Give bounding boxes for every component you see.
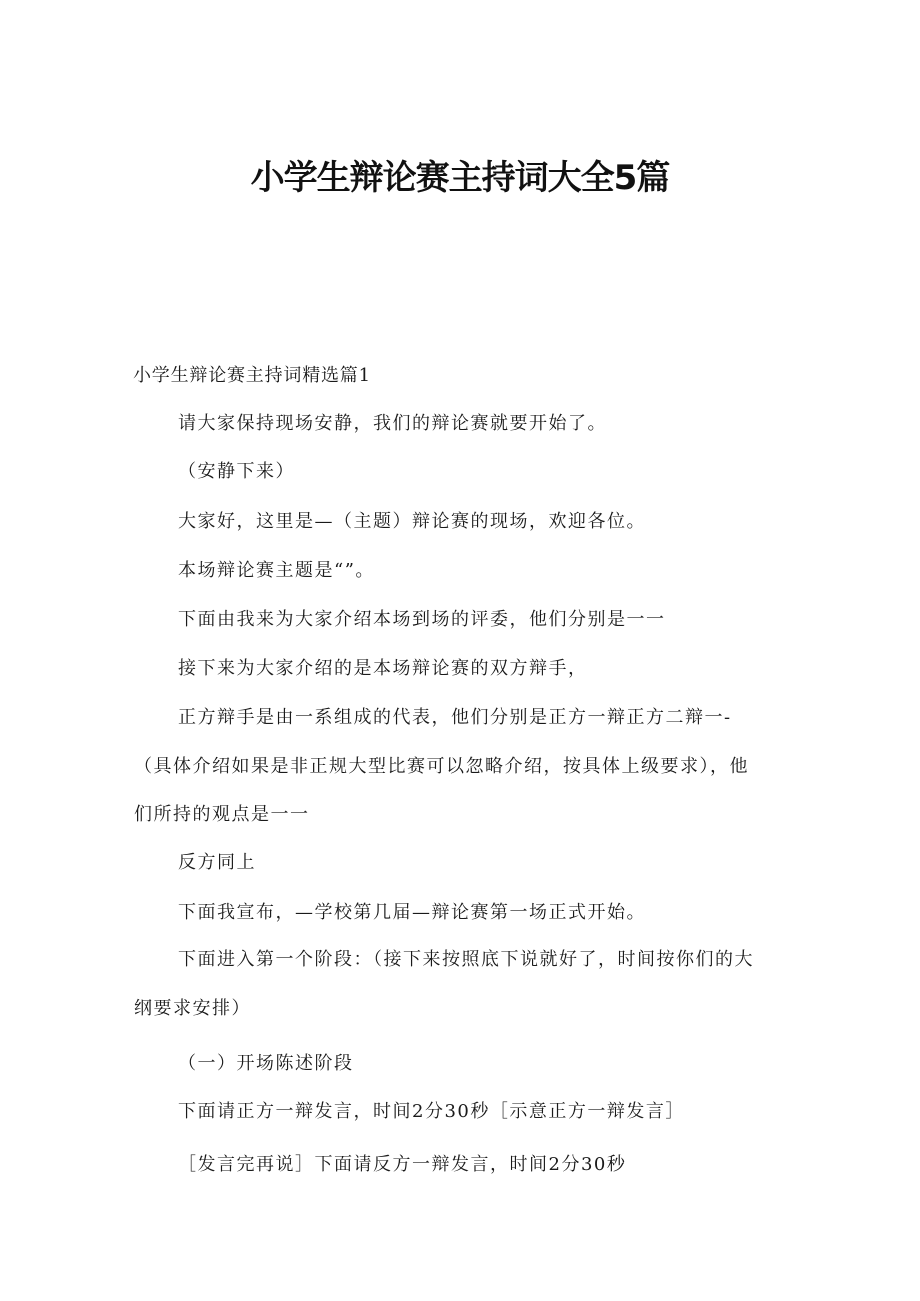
subsection-heading: （一）开场陈述阶段 — [178, 1053, 354, 1074]
paragraph-line: 下面进入第一个阶段：（接下来按照底下说就好了，时间按你们的大 — [178, 949, 754, 970]
paragraph-line: 下面我宣布，—学校第几届—辩论赛第一场正式开始。 — [178, 902, 646, 923]
paragraph-line: ［发言完再说］下面请反方一辩发言，时间2分30秒 — [178, 1154, 627, 1175]
paragraph-line: 接下来为大家介绍的是本场辩论赛的双方辩手， — [178, 658, 588, 679]
document-title: 小学生辩论赛主持词大全5篇 — [250, 158, 670, 198]
paragraph-line: 大家好，这里是—（主题）辩论赛的现场，欢迎各位。 — [178, 511, 646, 532]
paragraph-line: 纲要求安排） — [134, 998, 251, 1019]
paragraph-line: 下面请正方一辩发言，时间2分30秒［示意正方一辩发言］ — [178, 1101, 685, 1122]
paragraph-line: 反方同上 — [178, 852, 256, 873]
paragraph-line: （安静下来） — [178, 461, 295, 482]
paragraph-line: 请大家保持现场安静，我们的辩论赛就要开始了。 — [178, 413, 607, 434]
paragraph-line: 下面由我来为大家介绍本场到场的评委，他们分别是一一 — [178, 609, 666, 630]
paragraph-line: 正方辩手是由一系组成的代表，他们分别是正方一辩正方二辩一- — [178, 707, 732, 728]
paragraph-line: 们所持的观点是一一 — [134, 804, 310, 825]
paragraph-line: （具体介绍如果是非正规大型比赛可以忽略介绍，按具体上级要求），他 — [134, 756, 749, 777]
paragraph-line: 本场辩论赛主题是“”。 — [178, 560, 375, 581]
section-heading: 小学生辩论赛主持词精选篇1 — [133, 365, 371, 386]
